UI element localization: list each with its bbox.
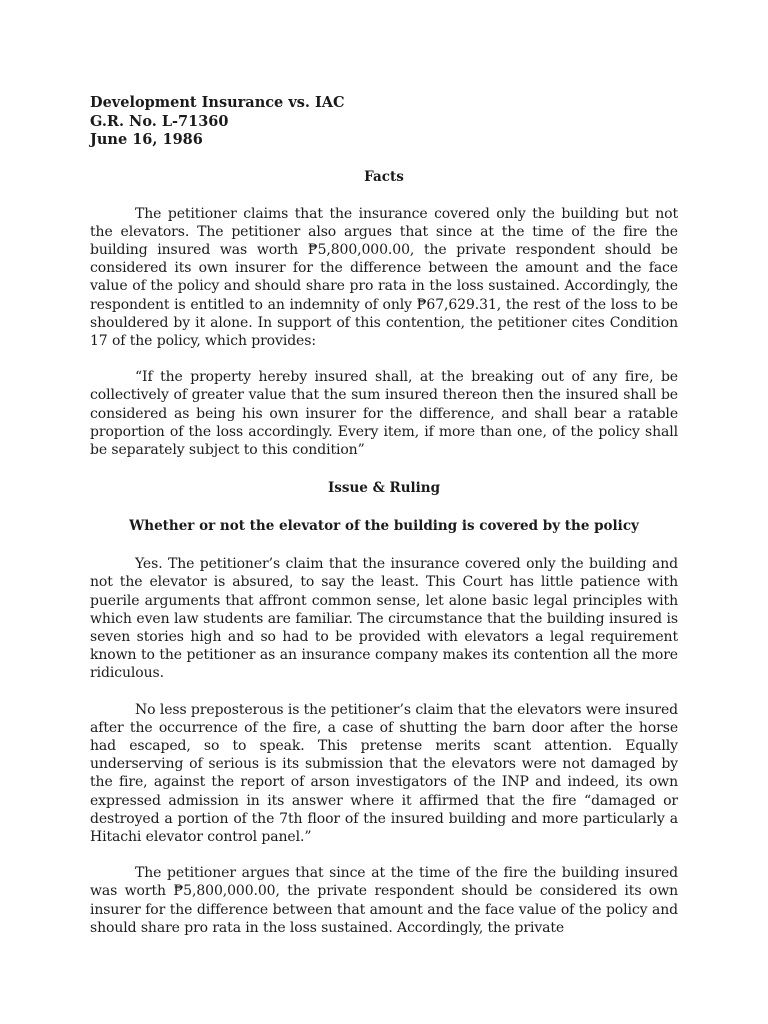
- gr-number: G.R. No. L-71360: [90, 112, 229, 130]
- ruling-paragraph-3: The petitioner argues that since at the time of the fire the building insured was worth ₱5,800,000.00, the private respondent should be considered its own insurer for the difference between that amount and the face value of the policy and should share pro rata in the loss sustained. Accordingly, the private: [90, 865, 678, 936]
- issue-ruling-heading: Issue & Ruling: [327, 480, 441, 497]
- facts-paragraph: The petitioner claims that the insurance covered only the building but not the elevators. The petitioner also argues that since at the time of the fire the building insured was worth ₱5,800,000.00, the private respondent should be considered its own insurer for the difference between the amount and the face value of the policy and should share pro rata in the loss sustained. Accordingly, the respondent is entitled to an indemnity of only ₱67,629.31, the rest of the loss to be shouldered by it alone. In support of this contention, the petitioner cites Condition 17 of the policy, which provides:: [90, 205, 678, 349]
- ruling-paragraph-2: No less preposterous is the petitioner’s claim that the elevators were insured after the occurrence of the fire, a case of shutting the barn door after the horse had escaped, so to speak. This pretense merits scant attention. Equally underserving of serious is its submission that the elevators were not damaged by the fire, against the report of arson investigators of the INP and indeed, its own expressed admission in its answer where it affirmed that the fire “damaged or destroyed a portion of the 7th floor of the insured building and more particularly a Hitachi elevator control panel.”: [90, 701, 678, 845]
- policy-condition-quote: “If the property hereby insured shall, at the breaking out of any fire, be collectively of greater value that the sum insured thereon then the insured shall be considered as being his own insurer for the difference, and shall bear a ratable proportion of the loss accordingly. Every item, if more than one, of the policy shall be separately subject to this condition”: [90, 369, 678, 458]
- issue-question: Whether or not the elevator of the building is covered by the policy: [129, 518, 639, 535]
- decision-date: June 16, 1986: [90, 131, 203, 148]
- ruling-paragraph-1: Yes. The petitioner’s claim that the insurance covered only the building and not the elevator is absured, to say the least. This Court has little patience with puerile arguments that affront common sense, let alone basic legal principles with which even law students are familiar. The circumstance that the building insured is seven stories high and so had to be provided with elevators a legal requirement known to the petitioner as an insurance company makes its contention all the more ridiculous.: [90, 556, 678, 682]
- facts-heading: Facts: [364, 168, 404, 185]
- case-header: [90, 94, 678, 150]
- case-title: Development Insurance vs. IAC: [90, 94, 345, 111]
